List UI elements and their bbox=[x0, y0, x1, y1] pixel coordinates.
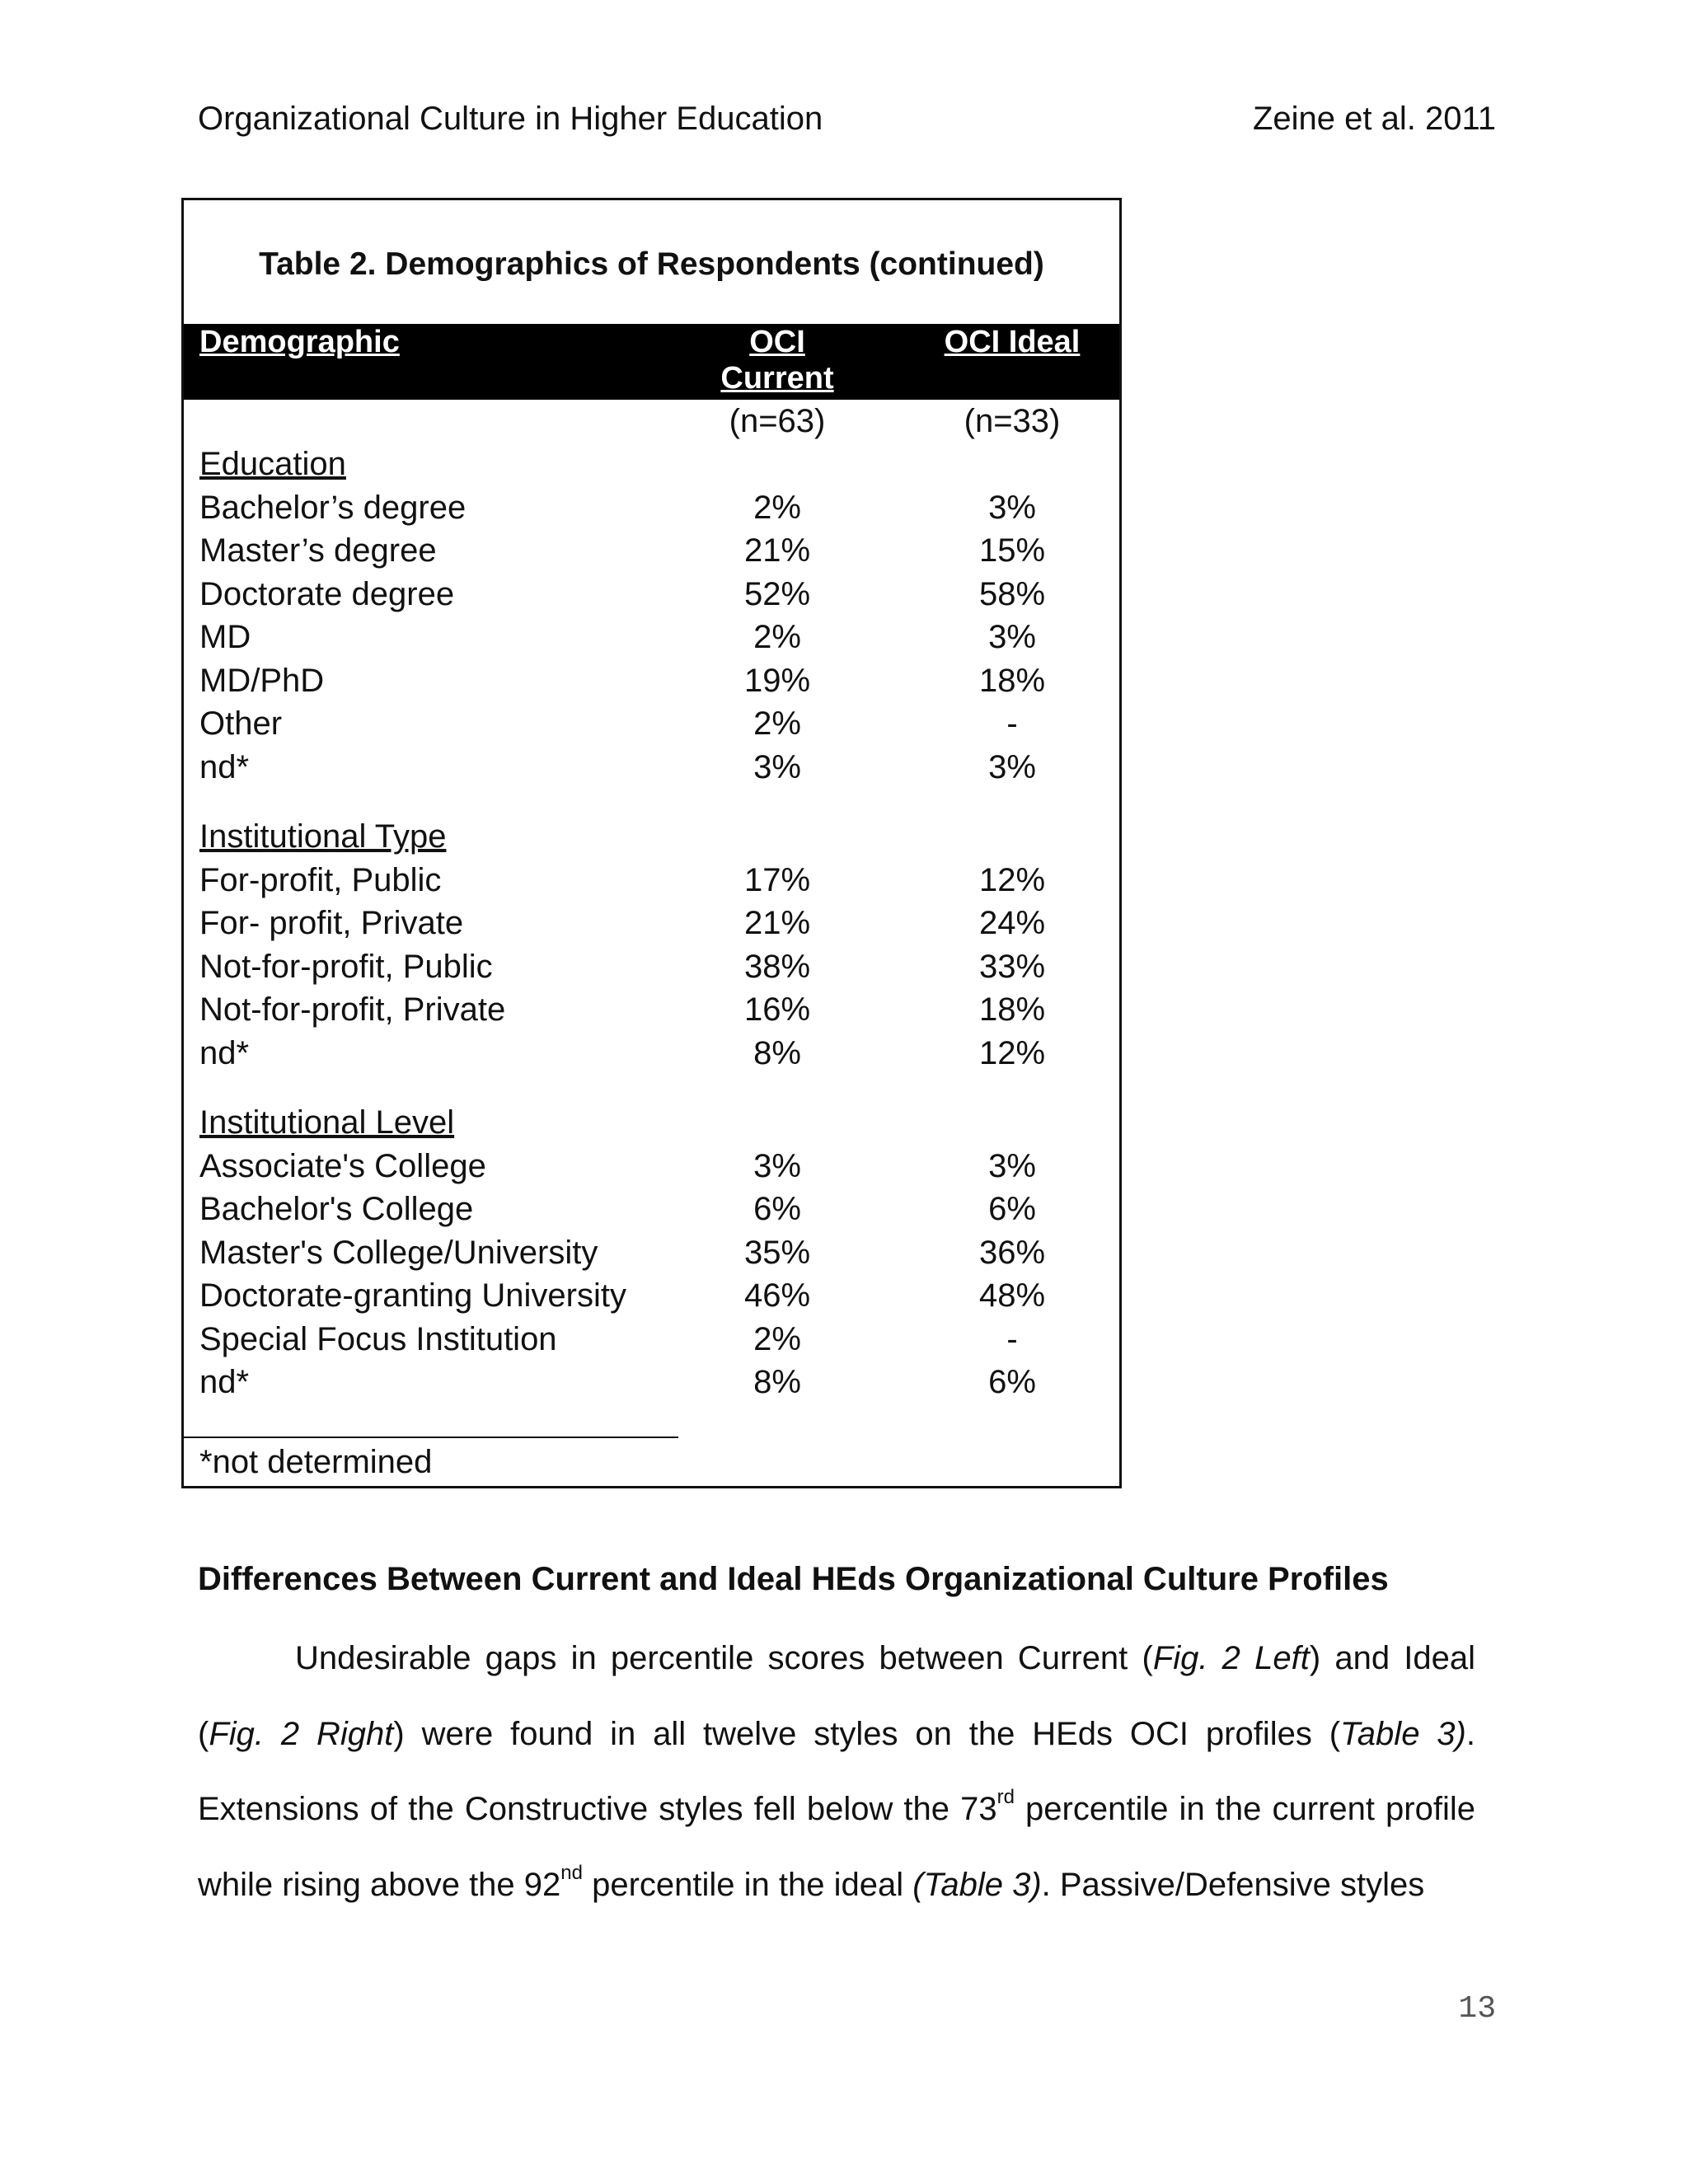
header-demographic: Demographic bbox=[199, 325, 400, 359]
row-ideal: 3% bbox=[988, 1147, 1036, 1184]
row-label: nd* bbox=[199, 1364, 250, 1400]
text-run: ) were found in all twelve styles on the HEds OCI profiles ( bbox=[393, 1715, 1341, 1752]
table-row bbox=[184, 616, 1119, 659]
table-row bbox=[184, 988, 1119, 1032]
demographics-table bbox=[181, 198, 1122, 1488]
table-row bbox=[184, 1032, 1119, 1076]
row-ideal: 3% bbox=[988, 748, 1036, 785]
section-spacer bbox=[184, 1075, 1119, 1101]
row-label: Doctorate degree bbox=[199, 575, 455, 612]
section-title: Education bbox=[199, 446, 346, 482]
table-row bbox=[184, 945, 1119, 989]
table-row bbox=[184, 1145, 1119, 1188]
row-current: 17% bbox=[743, 861, 811, 898]
row-label: Not-for-profit, Private bbox=[199, 991, 506, 1028]
table-caption: Table 2. Demographics of Respondents (continued) bbox=[259, 246, 1044, 282]
text-run: percentile in the ideal bbox=[582, 1866, 913, 1903]
sample-size-current: (n=63) bbox=[729, 403, 826, 439]
row-label: nd* bbox=[199, 748, 250, 785]
table-row bbox=[184, 1231, 1119, 1275]
row-ideal: 3% bbox=[988, 489, 1036, 526]
text-run: . Passive/Defensive styles bbox=[1041, 1866, 1425, 1903]
row-current: 2% bbox=[753, 1320, 801, 1357]
table-reference: (Table 3) bbox=[912, 1866, 1042, 1903]
row-ideal: 24% bbox=[978, 905, 1046, 941]
table-row bbox=[184, 529, 1119, 573]
row-current: 8% bbox=[753, 1034, 801, 1071]
section-title: Institutional Level bbox=[199, 1104, 455, 1141]
row-ideal: 18% bbox=[978, 991, 1046, 1028]
table-row bbox=[184, 1274, 1119, 1318]
table-row bbox=[184, 859, 1119, 902]
sample-size-ideal: (n=33) bbox=[964, 403, 1061, 439]
row-ideal: 58% bbox=[978, 575, 1046, 612]
section-title-row bbox=[184, 443, 1119, 486]
figure-reference: Fig. 2 Right bbox=[209, 1715, 394, 1752]
table-body bbox=[184, 443, 1119, 1404]
superscript: nd bbox=[560, 1861, 583, 1884]
section-spacer bbox=[184, 789, 1119, 815]
table-row bbox=[184, 746, 1119, 790]
row-current: 21% bbox=[743, 532, 811, 569]
row-current: 38% bbox=[743, 948, 811, 985]
row-ideal: 6% bbox=[988, 1191, 1036, 1227]
row-current: 35% bbox=[743, 1234, 811, 1271]
row-current: 8% bbox=[753, 1364, 801, 1400]
row-ideal: 3% bbox=[988, 619, 1036, 655]
footnote-divider bbox=[184, 1436, 678, 1438]
row-ideal: 18% bbox=[978, 662, 1046, 699]
section-heading: Differences Between Current and Ideal HEds Organizational Culture Profiles bbox=[198, 1561, 1389, 1597]
table-row bbox=[184, 1361, 1119, 1404]
row-current: 46% bbox=[743, 1277, 811, 1314]
table-row bbox=[184, 1318, 1119, 1361]
body-paragraph bbox=[198, 1621, 1475, 1923]
row-label: For- profit, Private bbox=[199, 905, 464, 941]
row-label: Bachelor's College bbox=[199, 1191, 474, 1227]
table-row bbox=[184, 702, 1119, 746]
row-label: Master's College/University bbox=[199, 1234, 598, 1271]
row-label: MD/PhD bbox=[199, 662, 325, 699]
text-run: ) and Ideal ( bbox=[198, 1640, 1475, 1752]
row-ideal: 12% bbox=[978, 861, 1046, 898]
text-run: percentile in the current profile while rising above the 92 bbox=[198, 1791, 1475, 1903]
section-title-row bbox=[184, 1101, 1119, 1145]
superscript: rd bbox=[996, 1786, 1015, 1808]
row-ideal: 33% bbox=[978, 948, 1046, 985]
table-row bbox=[184, 659, 1119, 703]
table-row bbox=[184, 1188, 1119, 1231]
table-row bbox=[184, 573, 1119, 616]
row-current: 19% bbox=[743, 662, 811, 699]
row-current: 2% bbox=[753, 705, 801, 742]
page-number: 13 bbox=[1458, 1991, 1496, 2027]
table-row bbox=[184, 486, 1119, 530]
row-label: Special Focus Institution bbox=[199, 1320, 557, 1357]
header-oci-current-line1: OCI bbox=[749, 325, 805, 359]
section-title: Institutional Type bbox=[199, 818, 447, 855]
row-label: Bachelor’s degree bbox=[199, 489, 467, 526]
row-label: Not-for-profit, Public bbox=[199, 948, 493, 985]
row-current: 6% bbox=[753, 1191, 801, 1227]
row-label: nd* bbox=[199, 1034, 250, 1071]
figure-reference: Fig. 2 Left bbox=[1152, 1640, 1310, 1676]
row-ideal: 15% bbox=[978, 532, 1046, 569]
header-oci-current-line2: Current bbox=[720, 361, 834, 396]
text-run: Undesirable gaps in percentile scores between Current ( bbox=[295, 1640, 1153, 1676]
text-run: . Extensions of the Constructive styles fell below the 73 bbox=[198, 1715, 1475, 1827]
row-label: Doctorate-granting University bbox=[199, 1277, 626, 1314]
header-oci-current bbox=[695, 324, 860, 396]
row-label: MD bbox=[199, 619, 251, 655]
row-ideal: 36% bbox=[978, 1234, 1046, 1271]
row-label: Associate's College bbox=[199, 1147, 486, 1184]
row-ideal: - bbox=[1006, 705, 1018, 742]
table-header-row bbox=[184, 324, 1119, 400]
row-current: 52% bbox=[743, 575, 811, 612]
row-current: 2% bbox=[753, 619, 801, 655]
row-ideal: 12% bbox=[978, 1034, 1046, 1071]
header-oci-ideal: OCI Ideal bbox=[944, 325, 1081, 359]
table-row bbox=[184, 902, 1119, 945]
row-label: For-profit, Public bbox=[199, 861, 442, 898]
running-head-authors: Zeine et al. 2011 bbox=[1252, 101, 1496, 137]
row-label: Other bbox=[199, 705, 283, 742]
row-ideal: 6% bbox=[988, 1364, 1036, 1400]
row-current: 3% bbox=[753, 748, 801, 785]
running-head-title: Organizational Culture in Higher Education bbox=[198, 101, 823, 137]
row-current: 21% bbox=[743, 905, 811, 941]
table-footnote: *not determined bbox=[199, 1444, 433, 1480]
section-title-row bbox=[184, 815, 1119, 859]
row-current: 3% bbox=[753, 1147, 801, 1184]
row-current: 16% bbox=[743, 991, 811, 1028]
row-label: Master’s degree bbox=[199, 532, 437, 569]
row-current: 2% bbox=[753, 489, 801, 526]
row-ideal: - bbox=[1006, 1320, 1018, 1357]
row-ideal: 48% bbox=[978, 1277, 1046, 1314]
table-reference: Table 3) bbox=[1340, 1715, 1466, 1752]
